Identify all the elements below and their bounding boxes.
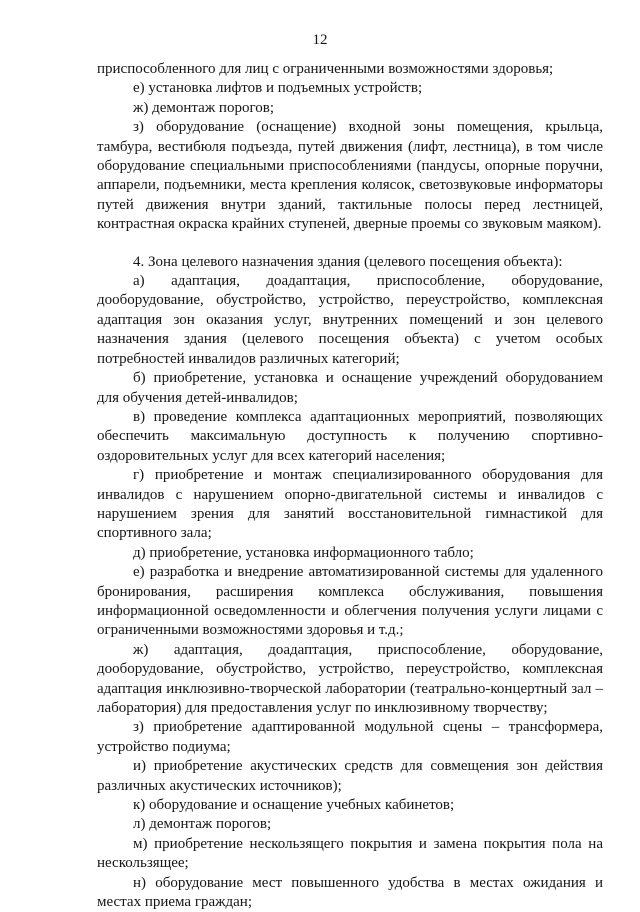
list-item-n-waiting-areas: н) оборудование мест повышенного удобства в местах ожидания и местах приема граждан; [97,874,603,911]
list-item-e-lifts: е) установка лифтов и подъемных устройств; [133,80,423,97]
list-item-b-equipment: б) приобретение, установка и оснащение учреждений оборудованием для обучения детей-инвалидов; [97,370,603,406]
list-item-zh-inclusive-lab: ж) адаптация, доадаптация, приспособление, оборудование, дооборудование, обустройство, устройство, переустройство, комплексная адаптация инклюзивно-творческой лаборатории (театрально-концертный зал – лаборатория) для предоставления услуг по инклюзивному творчеству; [97,641,603,716]
list-item-i-acoustics: и) приобретение акустических средств для совмещения зон действия различных акустических источников); [97,758,603,794]
list-item-zh-thresholds: ж) демонтаж порогов; [133,99,274,116]
list-item-v-sport-services: в) проведение комплекса адаптационных мероприятий, позволяющих обеспечить максимальную доступность к получению спортивно-оздоровительных услуг для всех категорий населения; [97,408,603,464]
paragraph-continuation: приспособленного для лиц с ограниченными возможностями здоровья; [97,61,554,77]
list-item-a-adaptation: а) адаптация, доадаптация, приспособление, оборудование, дооборудование, обустройство, устройство, переустройство, комплексная адаптация зон оказания услуг, внутренних помещений и зон целевого назначения здания (целевого посещения объекта) с учетом особых потребностей инвалидов различных категорий; [97,273,603,367]
list-item-m-floor-covering: м) приобретение нескользящего покрытия и замена покрытия пола на нескользящее; [97,835,603,872]
list-item-e-booking-system: е) разработка и внедрение автоматизированной системы для удаленного бронирования, расширения комплекса обслуживания, повышения информационной осведомленности и облегчения получения услуги лицами с ограниченными возможностями здоровья и т.д.; [97,564,603,639]
list-item-d-info-board: д) приобретение, установка информационного табло; [133,544,474,561]
page-number: 12 [312,32,328,48]
list-item-z-stage: з) приобретение адаптированной модульной сцены – трансформера, устройство подиума; [97,719,603,755]
document-body [97,60,603,912]
list-item-l-thresholds: л) демонтаж порогов; [133,816,272,833]
list-item-z-entrance-equipment: з) оборудование (оснащение) входной зоны помещения, крыльца, тамбура, вестибюля подъезда, путей движения (лифт, лестница), в том числе оборудование специальными приспособлениями (пандусы, опорные поручни, аппарели, подъемники, места крепления колясок, светозвуковые информаторы путей движения внутри зданий, тактильные полосы перед лестницей, контрастная окраска крайних ступеней, дверные проемы со звуковым маяком). [97,119,603,233]
section-heading-zone-4: 4. Зона целевого назначения здания (целевого посещения объекта): [133,253,563,270]
list-item-k-classrooms: к) оборудование и оснащение учебных кабинетов; [133,797,455,814]
list-item-g-gym-equipment: г) приобретение и монтаж специализированного оборудования для инвалидов с нарушением опорно-двигательной системы и инвалидов с нарушением зрения для занятий восстановительной гимнастикой для спортивного зала; [97,467,603,542]
